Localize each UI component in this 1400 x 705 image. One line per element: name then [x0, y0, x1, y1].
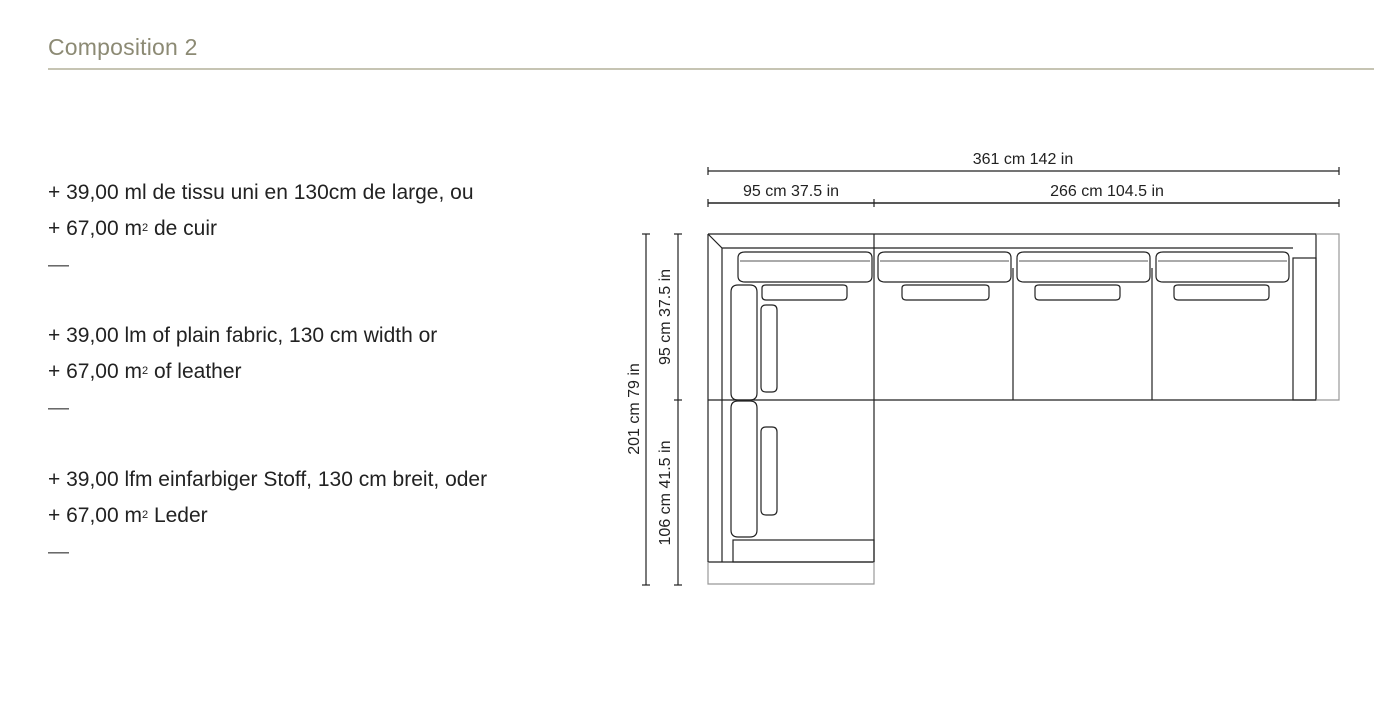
total-depth-dimension: [642, 234, 650, 585]
total-width-label: 361 cm 142 in: [972, 151, 1074, 168]
top-depth-label: 95 cm 37.5 in: [657, 268, 674, 366]
separator: —: [48, 540, 69, 563]
fabric-text: + 39,00 lm of plain fabric, 130 cm width or: [48, 324, 438, 347]
leather-label: de cuir: [148, 217, 217, 240]
segment-width-dimension: [708, 199, 1339, 207]
side-cushions: [731, 285, 777, 537]
footrest-extension: [708, 562, 874, 584]
side-pillow: [761, 427, 777, 515]
throw-pillow: [1174, 285, 1269, 300]
side-pillow: [761, 305, 777, 392]
left-width-label: 95 cm 37.5 in: [742, 183, 840, 200]
leather-label: Leder: [148, 504, 208, 527]
throw-pillow: [1035, 285, 1120, 300]
unit-exponent: 2: [141, 365, 149, 377]
total-depth-label: 201 cm 79 in: [626, 363, 643, 455]
back-cushion: [1017, 252, 1150, 282]
throw-pillows: [762, 285, 1269, 300]
separator: —: [48, 396, 69, 419]
side-back-cushion: [731, 401, 757, 537]
page-title: Composition 2: [48, 34, 198, 60]
leather-amount: + 67,00 m: [48, 217, 142, 240]
throw-pillow: [902, 285, 989, 300]
unit-exponent: 2: [141, 222, 149, 234]
segment-depth-dimension: [674, 234, 682, 585]
side-back-cushion: [731, 285, 757, 400]
inner-back-line: [708, 234, 1293, 248]
leather-amount: + 67,00 m: [48, 360, 142, 383]
total-width-dimension: [708, 167, 1339, 175]
leather-amount: + 67,00 m: [48, 504, 142, 527]
main-frame: [708, 234, 1316, 400]
right-armrest: [1293, 258, 1316, 400]
back-cushion: [738, 252, 872, 282]
unit-exponent: 2: [141, 509, 149, 521]
right-width-label: 266 cm 104.5 in: [1050, 183, 1164, 200]
throw-pillow: [762, 285, 847, 300]
fabric-text: + 39,00 lfm einfarbiger Stoff, 130 cm breit, oder: [48, 468, 488, 491]
fabric-text: + 39,00 ml de tissu uni en 130cm de large, ou: [48, 181, 474, 204]
leather-label: of leather: [148, 360, 242, 383]
back-cushion: [1156, 252, 1289, 282]
bottom-depth-label: 106 cm 41.5 in: [657, 440, 674, 546]
right-armrest-extension: [1316, 234, 1339, 400]
separator: —: [48, 253, 69, 276]
sofa-outline: [708, 234, 1339, 584]
chaise-footrest: [733, 540, 874, 562]
back-cushion: [878, 252, 1011, 282]
